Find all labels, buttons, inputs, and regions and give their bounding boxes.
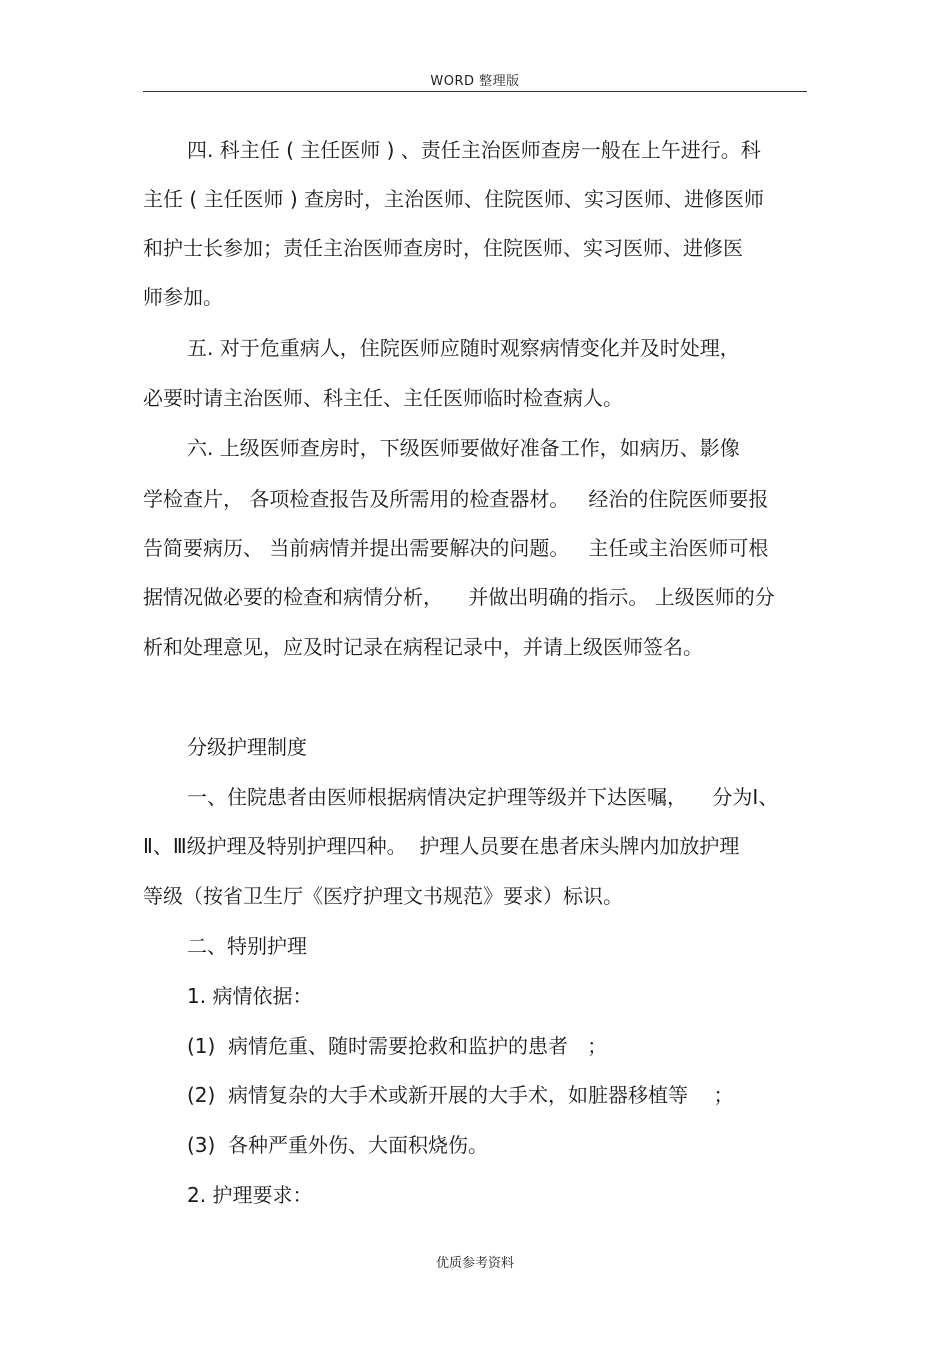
paragraph-4-line-4: 师参加。 <box>143 285 223 309</box>
item-1-line-3: 等级（按省卫生厅《医疗护理文书规范》要求）标识。 <box>143 884 623 908</box>
subheading-2: 2. 护理要求： <box>187 1183 313 1207</box>
page-footer: 优质参考资料 <box>435 1256 514 1271</box>
paragraph-4-line-2: 主任 ( 主任医师 ) 查房时，主治医师、住院医师、实习医师、进修医师 <box>143 187 765 211</box>
paragraph-6-line-5: 析和处理意见，应及时记录在病程记录中，并请上级医师签名。 <box>143 635 703 659</box>
subheading-1: 1. 病情依据： <box>187 984 313 1008</box>
item-1-line-1: 一、住院患者由医师根据病情决定护理等级并下达医嘱， 分为Ⅰ、 <box>187 785 779 809</box>
section-title: 分级护理制度 <box>187 735 307 759</box>
paragraph-6-line-1: 六. 上级医师查房时，下级医师要做好准备工作，如病历、影像 <box>187 436 740 460</box>
paragraph-4-line-1: 四. 科主任 ( 主任医师 ) 、责任主治医师查房一般在上午进行。科 <box>187 138 761 162</box>
list-item-1: (1) 病情危重、随时需要抢救和监护的患者 ； <box>187 1034 608 1058</box>
paragraph-5-line-1: 五. 对于危重病人，住院医师应随时观察病情变化并及时处理， <box>187 336 740 360</box>
item-1-line-2: Ⅱ、Ⅲ级护理及特别护理四种。 护理人员要在患者床头牌内加放护理 <box>143 834 740 858</box>
paragraph-4-line-3: 和护士长参加；责任主治医师查房时，住院医师、实习医师、进修医 <box>143 236 743 260</box>
paragraph-6-line-2: 学检查片， 各项检查报告及所需用的检查器材。 经治的住院医师要报 <box>143 487 769 511</box>
item-2-heading: 二、特别护理 <box>187 934 307 958</box>
header-divider <box>143 91 807 92</box>
list-item-2: (2) 病情复杂的大手术或新开展的大手术，如脏器移植等 ； <box>187 1083 734 1107</box>
paragraph-5-line-2: 必要时请主治医师、科主任、主任医师临时检查病人。 <box>143 386 623 410</box>
paragraph-6-line-4: 据情况做必要的检查和病情分析， 并做出明确的指示。 上级医师的分 <box>143 585 775 609</box>
list-item-3: (3) 各种严重外伤、大面积烧伤。 <box>187 1133 489 1157</box>
paragraph-6-line-3: 告简要病历、 当前病情并提出需要解决的问题。 主任或主治医师可根 <box>143 536 769 560</box>
page-header: WORD 整理版 <box>430 74 520 89</box>
